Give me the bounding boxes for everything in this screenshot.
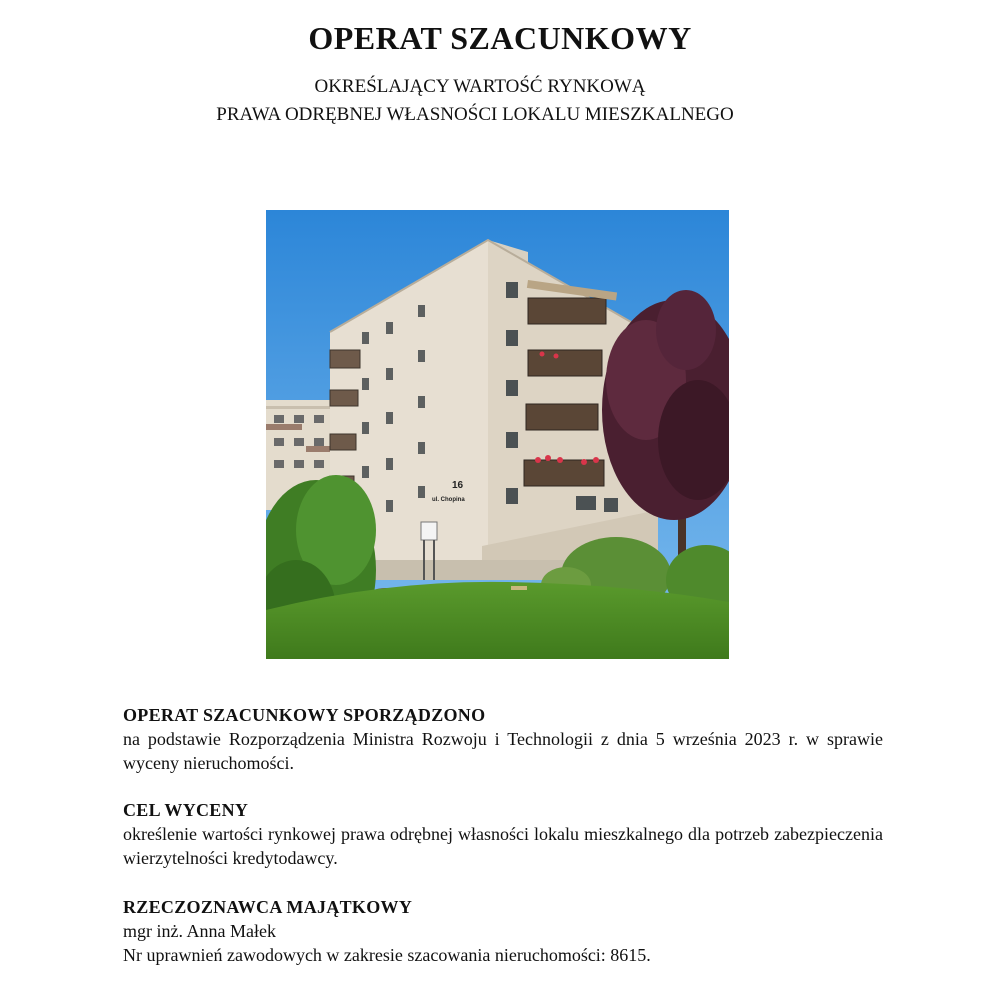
appraiser-license: Nr uprawnień zawodowych w zakresie szacowania nieruchomości: 8615. — [123, 945, 651, 965]
document-subtitle-line2: PRAWA ODRĘBNEJ WŁASNOŚCI LOKALU MIESZKALNEGO — [216, 104, 734, 125]
section-purpose-body: określenie wartości rynkowej prawa odrębnej własności lokalu mieszkalnego dla potrzeb zabezpieczenia wierzytelności kredytodawcy. — [123, 824, 883, 868]
section-appraiser-heading: RZECZOZNAWCA MAJĄTKOWY — [123, 897, 413, 917]
section-basis-heading: OPERAT SZACUNKOWY SPORZĄDZONO — [123, 705, 486, 725]
section-purpose-heading: CEL WYCENY — [123, 800, 249, 820]
document-title: OPERAT SZACUNKOWY — [308, 20, 692, 56]
building-number: 16 — [452, 480, 464, 491]
section-appraiser — [123, 895, 883, 967]
section-purpose — [123, 798, 883, 870]
section-basis — [123, 703, 883, 775]
building-illustration — [266, 210, 729, 659]
street-sign: ul. Chopina — [432, 497, 465, 503]
document-subtitle-line1: OKREŚLAJĄCY WARTOŚĆ RYNKOWĄ — [314, 76, 646, 97]
appraiser-name: mgr inż. Anna Małek — [123, 921, 276, 941]
section-basis-body: na podstawie Rozporządzenia Ministra Rozwoju i Technologii z dnia 5 września 2023 r. w sprawie wyceny nieruchomości. — [123, 729, 883, 773]
building-photo — [266, 210, 729, 659]
